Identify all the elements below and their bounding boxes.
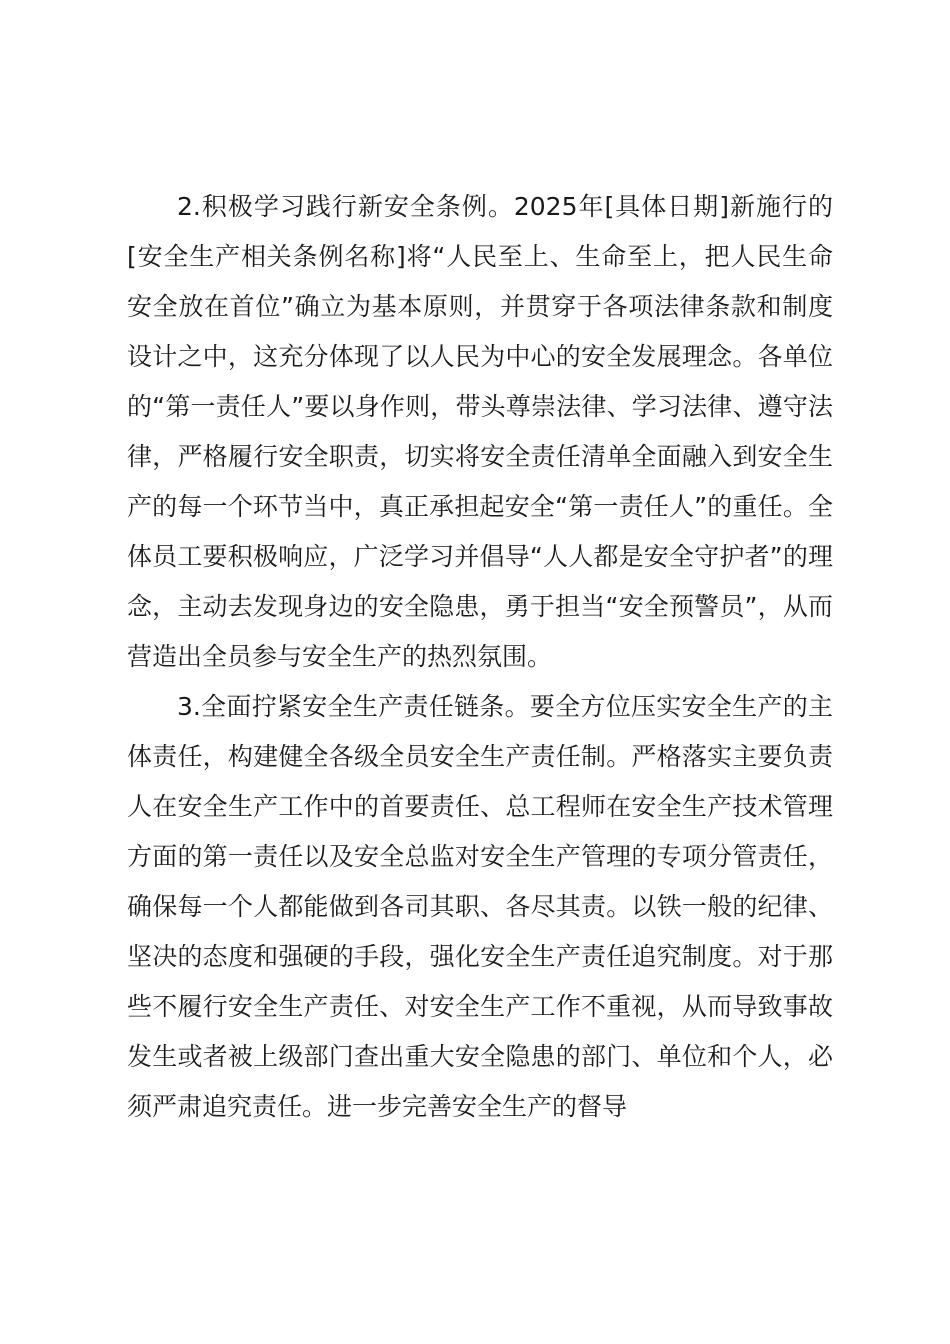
document-page bbox=[127, 182, 833, 1132]
paragraph-2: 2.积极学习践行新安全条例。2025年[具体日期]新施行的[安全生产相关条例名称]将“人民至上、生命至上，把人民生命安全放在首位”确立为基本原则，并贯穿于各项法律条款和制度设计之中，这充分体现了以人民为中心的安全发展理念。各单位的“第一责任人”要以身作则，带头尊崇法律、学习法律、遵守法律，严格履行安全职责，切实将安全责任清单全面融入到安全生产的每一个环节当中，真正承担起安全“第一责任人”的重任。全体员工要积极响应，广泛学习并倡导“人人都是安全守护者”的理念，主动去发现身边的安全隐患，勇于担当“安全预警员”，从而营造出全员参与安全生产的热烈氛围。 bbox=[127, 192, 833, 671]
paragraph-3: 3.全面拧紧安全生产责任链条。要全方位压实安全生产的主体责任，构建健全各级全员安全生产责任制。严格落实主要负责人在安全生产工作中的首要责任、总工程师在安全生产技术管理方面的第一责任以及安全总监对安全生产管理的专项分管责任，确保每一个人都能做到各司其职、各尽其责。以铁一般的纪律、坚决的态度和强硬的手段，强化安全生产责任追究制度。对于那些不履行安全生产责任、对安全生产工作不重视，从而导致事故发生或者被上级部门查出重大安全隐患的部门、单位和个人，必须严肃追究责任。进一步完善安全生产的督导 bbox=[127, 692, 833, 1121]
